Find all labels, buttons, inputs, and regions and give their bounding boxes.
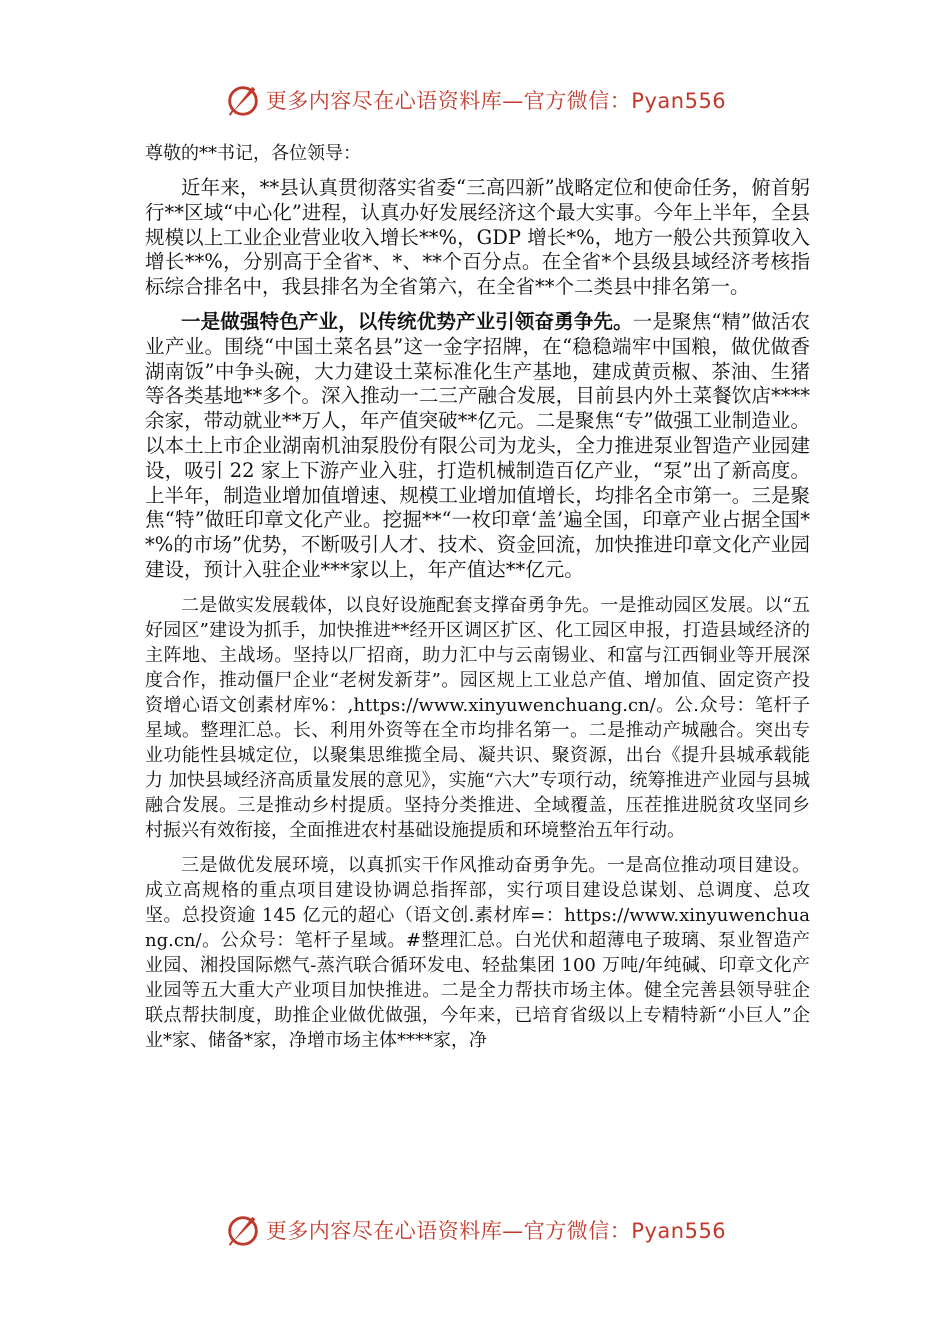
- salutation: 尊敬的**书记，各位领导：: [145, 143, 361, 164]
- quill-pen-circle-icon: [224, 1211, 262, 1249]
- watermark-text: 更多内容尽在心语资料库—官方微信：Pyan556: [265, 1219, 727, 1243]
- quill-pen-circle-icon: [224, 81, 262, 119]
- header-watermark-banner: [0, 80, 950, 120]
- watermark-text: 更多内容尽在心语资料库—官方微信：Pyan556: [265, 89, 727, 113]
- section-2-paragraph: 二是做实发展载体，以良好设施配套支撑奋勇争先。一是推动园区发展。以“五好园区”建设为抓手，加快推进**经开区调区扩区、化工园区申报，打造县域经济的主阵地、主战场。坚持以厂招商，助力汇中与云南锡业、和富与江西铜业等开展深度合作，推动僵尸企业“老树发新芽”。园区规上工业总产值、增加值、固定资产投资增心语文创素材库%：,https://www.xinyuwenchuang.cn/。公.众号：笔杆子星域。整理汇总。长、利用外资等在全市均排名第一。二是推动产城融合。突出专业功能性县城定位，以聚集思维揽全局、凝共识、聚资源，出台《提升县城承载能力 加快县域经济高质量发展的意见》，实施“六大”专项行动，统筹推进产业园与县城融合发展。三是推动乡村提质。坚持分类推进、全域覆盖，压茬推进脱贫攻坚同乡村振兴有效衔接，全面推进农村基础设施提质和环境整治五年行动。: [145, 594, 810, 841]
- section-3-paragraph: 三是做优发展环境，以真抓实干作风推动奋勇争先。一是高位推动项目建设。成立高规格的重点项目建设协调总指挥部，实行项目建设总谋划、总调度、总攻坚。总投资逾 145 亿元的超心（语文创.素材库=：https://www.xinyuwenchuang.cn/。公众号：笔杆子星域。#整理汇总。白光伏和超薄电子玻璃、泵业智造产业园、湘投国际燃气-蒸汽联合循环发电、轻盐集团 100 万吨/年纯碱、印章文化产业园等五大重大产业项目加快推进。二是全力帮扶市场主体。健全完善县领导驻企联点帮扶制度，助推企业做优做强，今年来，已培育省级以上专精特新“小巨人”企业*家、储备*家，净增市场主体****家，净: [145, 854, 810, 1051]
- section-1-heading: 一是做强特色产业，以传统优势产业引领奋勇争先。: [181, 309, 633, 333]
- section-1-paragraph: [145, 310, 810, 583]
- footer-watermark-banner: [0, 1210, 950, 1250]
- intro-paragraph: 近年来，**县认真贯彻落实省委“三高四新”战略定位和使命任务，俯首躬行**区域“中心化”进程，认真办好发展经济这个最大实事。今年上半年，全县规模以上工业企业营业收入增长**%，GDP 增长*%，地方一般公共预算收入增长**%，分别高于全省*、*、**个百分点。在全省*个县级县域经济考核指标综合排名中，我县排名为全省第六，在全省**个二类县中排名第一。: [145, 176, 810, 299]
- section-1-body: 一是聚焦“精”做活农业产业。围绕“中国土菜名县”这一金字招牌，在“稳稳端牢中国粮，做优做香湖南饭”中争头碗，大力建设土菜标准化生产基地，建成黄贡椒、茶油、生猪等各类基地**多个。深入推动一二三产融合发展，目前县内外土菜餐饮店****余家，带动就业**万人，年产值突破**亿元。二是聚焦“专”做强工业制造业。以本土上市企业湖南机油泵股份有限公司为龙头，全力推进泵业智造产业园建设，吸引 22 家上下游产业入驻，打造机械制造百亿产业，“泵”出了新高度。上半年，制造业增加值增速、规模工业增加值增长，均排名全市第一。三是聚焦“特”做旺印章文化产业。挖掘**“一枚印章‘盖’遍全国，印章产业占据全国**%的市场”优势，不断吸引人才、技术、资金回流，加快推进印章文化产业园建设，预计入驻企业***家以上，年产值达**亿元。: [145, 309, 810, 581]
- document-body: [145, 141, 810, 1053]
